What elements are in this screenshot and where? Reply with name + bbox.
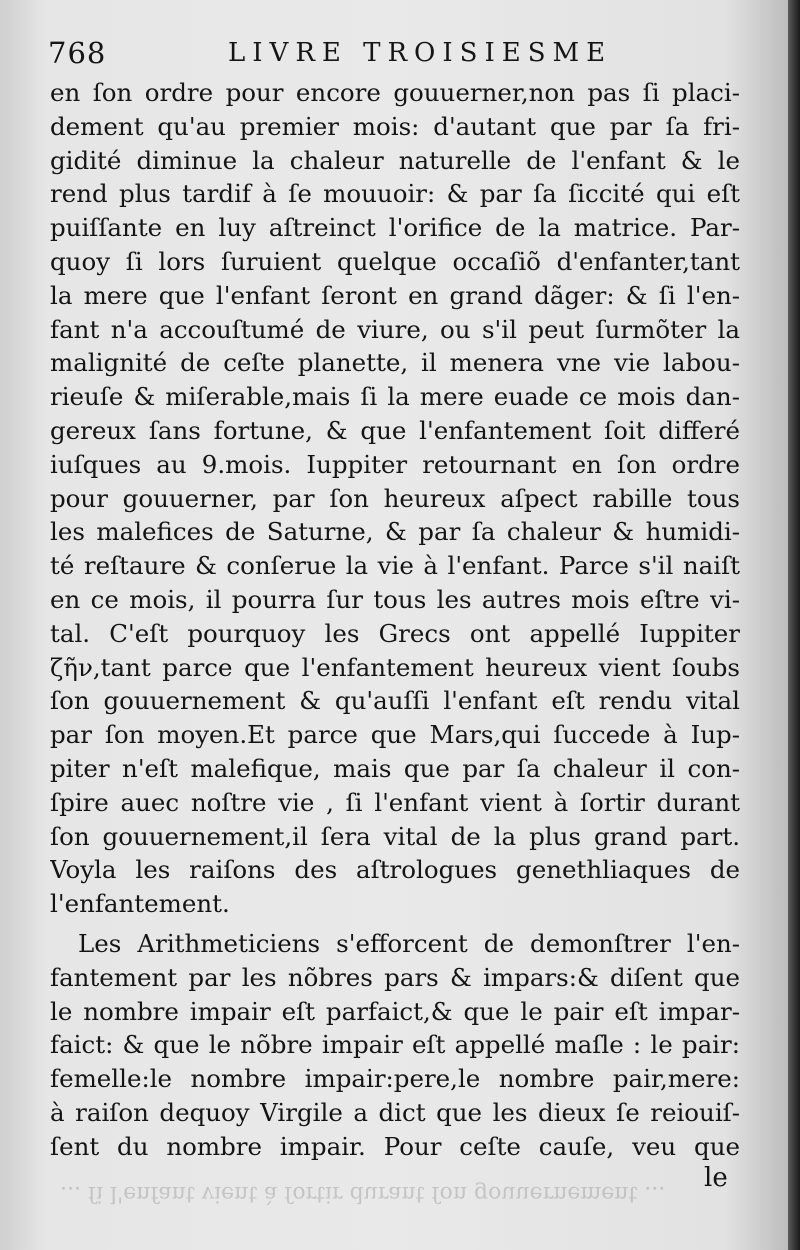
catchword: le [704, 1163, 728, 1193]
text-line: malignité de ceſte planette, il menera vne vie labou- [50, 348, 740, 378]
show-through-text: ... ſi l'enfant vient à ſortir durant ſon gouuernement ... [60, 1181, 666, 1206]
text-line: tal. C'eſt pourquoy les Grecs ont appellé Iuppiter [50, 618, 740, 648]
text-line: Les Arithmeticiens s'efforcent de demonſtrer l'en- [78, 928, 740, 958]
text-line: rieuſe & miſerable,mais ſi la mere euade ce mois dan- [50, 382, 740, 412]
page-number: 768 [48, 36, 107, 70]
text-line: Voyla les raiſons des aſtrologues genethliaques de [50, 855, 740, 885]
text-line: dement qu'au premier mois: d'autant que par ſa fri- [50, 111, 740, 141]
text-line: ſon gouuernement,il ſera vital de la plus grand part. [50, 821, 740, 851]
text-line: la mere que l'enfant ſeront en grand dãger: & ſi l'en- [50, 280, 740, 310]
text-line: piter n'eſt malefique, mais que par ſa chaleur il con- [50, 753, 740, 783]
page-header [48, 36, 748, 76]
page-edge-shadow [788, 0, 800, 1250]
text-line: fantement par les nõbres pars & impars:& diſent que [50, 962, 740, 992]
running-head: LIVRE TROISIESME [228, 38, 613, 68]
text-line: ſon gouuernement & qu'auſſi l'enfant eſt rendu vital [50, 686, 740, 716]
text-line: en ce mois, il pourra ſur tous les autres mois eſtre vi- [50, 584, 740, 614]
text-line: l'enfantement. [50, 889, 230, 919]
text-line: par ſon moyen.Et parce que Mars,qui ſuccede à Iup- [50, 720, 740, 750]
text-line: femelle:le nombre impair:pere,le nombre pair,mere: [50, 1064, 740, 1094]
text-line: puiſſante en luy aſtreinct l'orifice de la matrice. Par- [50, 213, 740, 243]
text-line: ſpire auec noſtre vie , ſi l'enfant vient à ſortir durant [50, 787, 740, 817]
text-line: ζῆν,tant parce que l'enfantement heureux vient ſoubs [50, 652, 740, 682]
text-line: té reſtaure & conſerue la vie à l'enfant. Parce s'il naiſt [50, 551, 740, 581]
text-line: iuſques au 9.mois. Iuppiter retournant en ſon ordre [50, 449, 740, 479]
text-line: gereux ſans fortune, & que l'enfantement ſoit differé [50, 415, 740, 445]
text-line: à raiſon dequoy Virgile a dict que les dieux ſe reiouiſ- [50, 1097, 740, 1127]
text-line: ſent du nombre impair. Pour ceſte cauſe, veu que [50, 1131, 740, 1161]
text-line: rend plus tardif à ſe mouuoir: & par ſa ſiccité qui eſt [50, 179, 740, 209]
text-line: quoy ſi lors ſuruient quelque occaſiõ d'enfanter,tant [50, 246, 740, 276]
text-line: fant n'a accouſtumé de viure, ou s'il peut ſurmõter la [50, 314, 740, 344]
text-line: gidité diminue la chaleur naturelle de l'enfant & le [50, 145, 740, 175]
text-line: pour gouuerner, par ſon heureux aſpect rabille tous [50, 483, 740, 513]
text-line: faict: & que le nõbre impair eſt appellé maſle : le pair: [50, 1030, 740, 1060]
text-line: le nombre impair eſt parfaict,& que le pair eſt impar- [50, 996, 740, 1026]
body-text [50, 76, 740, 1164]
text-line: en ſon ordre pour encore gouuerner,non pas ſi placi- [50, 78, 740, 107]
text-line: les malefices de Saturne, & par ſa chaleur & humidi- [50, 517, 740, 547]
